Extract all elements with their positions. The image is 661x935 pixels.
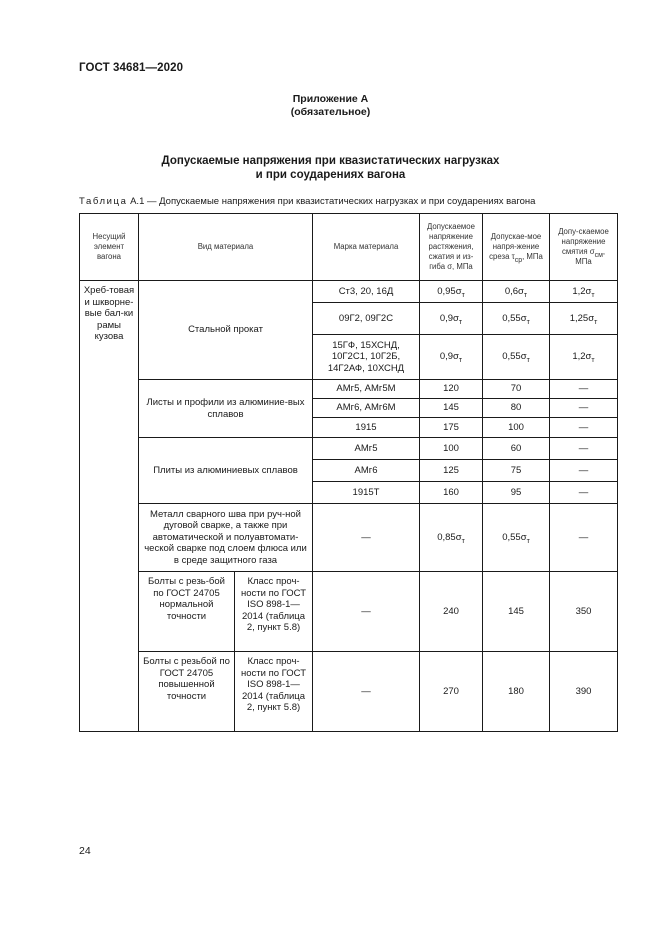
grade-cell: — — [313, 504, 420, 572]
tension-cell: 145 — [420, 399, 483, 418]
strength-class-cell: Класс проч-ности по ГОСТ ISO 898-1—2014 (таблица 2, пункт 5.8) — [235, 572, 313, 652]
grade-cell: АМг6 — [313, 460, 420, 482]
material-sheets: Листы и профили из алюминие-вых сплавов — [139, 380, 313, 438]
shear-cell: $0,55\sigma_т$ — [483, 504, 550, 572]
material-bolts-high: Болты с резьбой по ГОСТ 24705 повышенной точности — [139, 652, 235, 732]
tension-cell: 100 — [420, 438, 483, 460]
tension-cell: $0,95\sigma_т$ — [420, 281, 483, 303]
table-row — [80, 504, 618, 572]
crush-cell: — — [550, 418, 618, 438]
grade-cell: АМг5, АМг5М — [313, 380, 420, 399]
shear-cell: 100 — [483, 418, 550, 438]
grade-cell: — — [313, 652, 420, 732]
appendix-status: (обязательное) — [290, 106, 371, 118]
grade-cell: 1915Т — [313, 482, 420, 504]
table-row — [80, 438, 618, 460]
crush-cell: — — [550, 504, 618, 572]
crush-cell: — — [550, 460, 618, 482]
element-name-cell: Хреб-товая и шкворне-вые бал-ки рамы кузова — [80, 281, 139, 732]
material-bolts-normal: Болты с резь-бой по ГОСТ 24705 нормальной точности — [139, 572, 235, 652]
table-row — [80, 652, 618, 732]
page-number: 24 — [79, 845, 91, 857]
appendix-heading — [0, 93, 661, 119]
grade-cell: АМг6, АМг6М — [313, 399, 420, 418]
crush-cell: $1,2\sigma_т$ — [550, 281, 618, 303]
tension-cell: 175 — [420, 418, 483, 438]
crush-cell: $1,25\sigma_т$ — [550, 303, 618, 335]
stress-table — [79, 213, 618, 732]
header-tension: Допускаемое напряжение растяжения, сжатия и из-гиба σ, МПа — [420, 214, 483, 281]
shear-cell: 80 — [483, 399, 550, 418]
grade-cell: 09Г2, 09Г2С — [313, 303, 420, 335]
crush-cell: — — [550, 438, 618, 460]
shear-cell: $0,6\sigma_т$ — [483, 281, 550, 303]
table-caption-text: А.1 — Допускаемые напряжения при квазистатических нагрузках и при соударениях вагона — [127, 196, 536, 207]
appendix-title-line1: Допускаемые напряжения при квазистатических нагрузках — [161, 155, 500, 167]
document-number: ГОСТ 34681—2020 — [79, 62, 184, 74]
tension-cell: 125 — [420, 460, 483, 482]
tension-cell: $0,9\sigma_т$ — [420, 303, 483, 335]
tension-cell: 160 — [420, 482, 483, 504]
crush-cell: — — [550, 380, 618, 399]
table-header-row — [80, 214, 618, 281]
shear-cell: 180 — [483, 652, 550, 732]
shear-cell: 95 — [483, 482, 550, 504]
strength-class-cell: Класс проч-ности по ГОСТ ISO 898-1—2014 (таблица 2, пункт 5.8) — [235, 652, 313, 732]
tension-cell: $0,85\sigma_т$ — [420, 504, 483, 572]
tension-cell: 240 — [420, 572, 483, 652]
material-weld: Металл сварного шва при руч-ной дуговой сварке, а также при автоматической и полуавтомати-ческой сварке под слоем флюса или в среде защитного газа — [139, 504, 313, 572]
grade-cell: 1915 — [313, 418, 420, 438]
table-row — [80, 281, 618, 303]
shear-cell: 70 — [483, 380, 550, 399]
appendix-title — [0, 154, 661, 182]
table-row — [80, 380, 618, 399]
header-grade: Марка материала — [313, 214, 420, 281]
shear-cell: 60 — [483, 438, 550, 460]
header-material: Вид материала — [139, 214, 313, 281]
crush-cell: — — [550, 399, 618, 418]
header-shear: Допускае-мое напря-жение среза $\tau_{ср}$, МПа — [483, 214, 550, 281]
tension-cell: 120 — [420, 380, 483, 399]
shear-cell: $0,55\sigma_т$ — [483, 303, 550, 335]
shear-cell: $0,55\sigma_т$ — [483, 335, 550, 380]
header-element: Несущий элемент вагона — [80, 214, 139, 281]
tension-cell: 270 — [420, 652, 483, 732]
header-crush: Допу-скаемое напряжение смятия $\sigma_{см}$, МПа — [550, 214, 618, 281]
material-steel: Стальной прокат — [139, 281, 313, 380]
grade-cell: — — [313, 572, 420, 652]
grade-cell: АМг5 — [313, 438, 420, 460]
crush-cell: $1,2\sigma_т$ — [550, 335, 618, 380]
tension-cell: $0,9\sigma_т$ — [420, 335, 483, 380]
table-caption-prefix: Таблица — [79, 196, 128, 207]
crush-cell: 350 — [550, 572, 618, 652]
table-row — [80, 572, 618, 652]
appendix-label: Приложение А — [292, 93, 369, 105]
crush-cell: 390 — [550, 652, 618, 732]
shear-cell: 75 — [483, 460, 550, 482]
grade-cell: 15ГФ, 15ХСНД, 10Г2С1, 10Г2Б, 14Г2АФ, 10ХСНД — [313, 335, 420, 380]
shear-cell: 145 — [483, 572, 550, 652]
material-plates: Плиты из алюминиевых сплавов — [139, 438, 313, 504]
appendix-title-line2: и при соударениях вагона — [255, 169, 406, 181]
table-caption — [79, 196, 535, 207]
grade-cell: Ст3, 20, 16Д — [313, 281, 420, 303]
crush-cell: — — [550, 482, 618, 504]
